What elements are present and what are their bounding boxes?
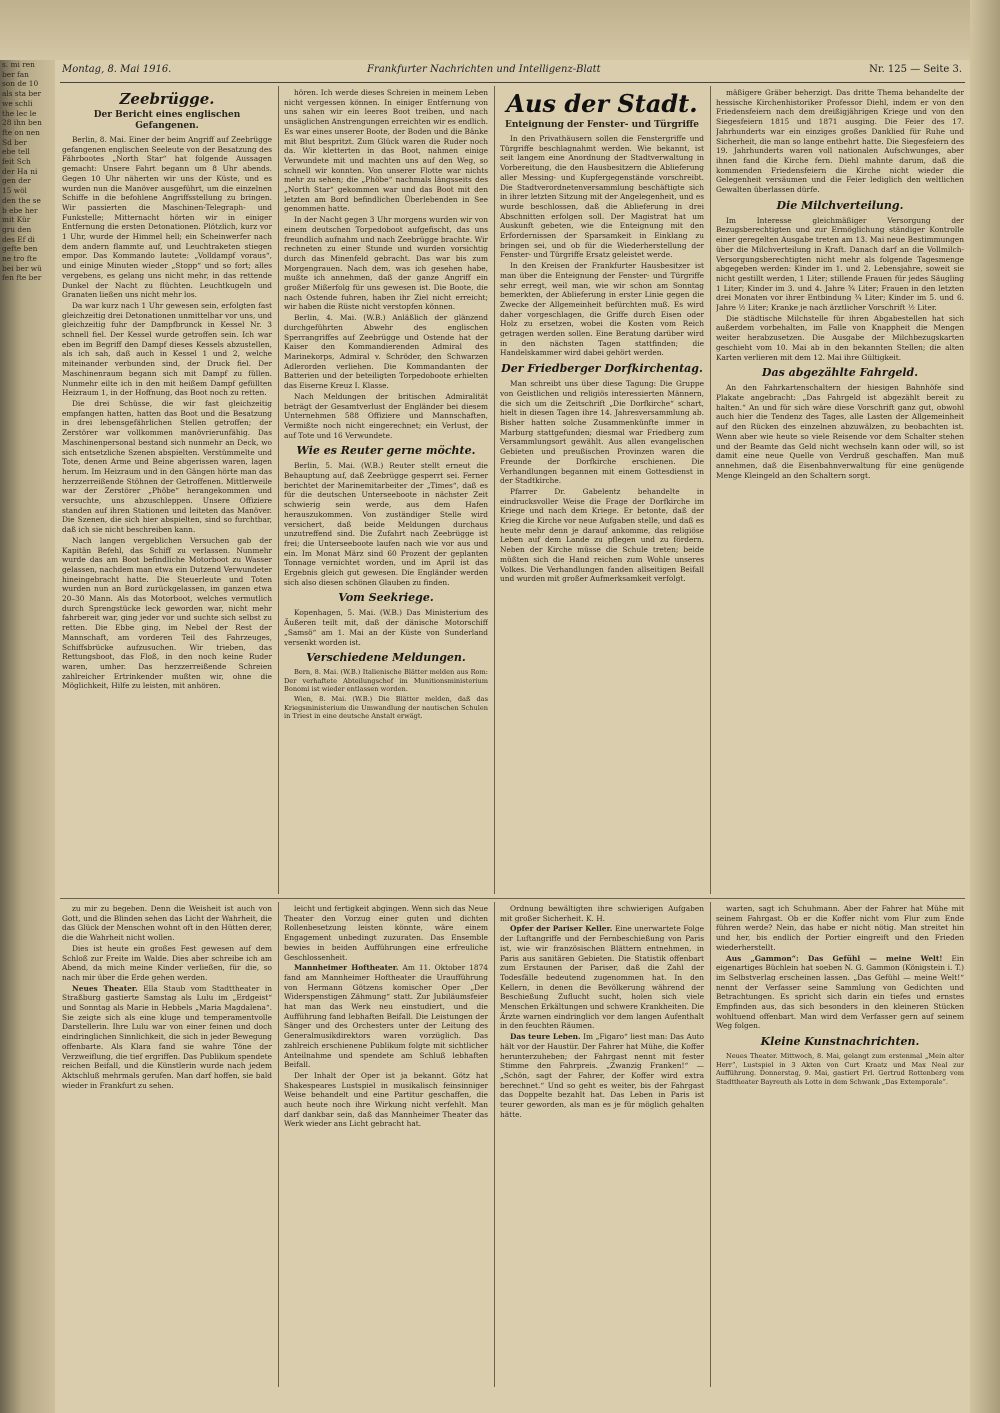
paragraph bbox=[500, 1032, 704, 1119]
paragraph-text: Ella Staub vom Stadttheater in Straßburg gastierte Samstag als Lulu im „Erdgeist“ und Sonntag als Marie in Hebbels „Maria Magdalena“. Sie zeigte sich als eine kluge und temperamentvolle Darstellerin. Ihre Lulu war von einer feinen und doch eindringlichen Sinnlichkeit, die sich in jeder Bewegung offenbarte. Als Klara fand sie wahre Töne der Verzweiflung, die tief ergriffen. Das Publikum spendete reichen Beifall, und die Künstlerin wurde nach jedem Aktschluß mehrmals gerufen. Man darf hoffen, sie bald wieder in Frankfurt zu sehen. bbox=[62, 983, 272, 1090]
article-title-fahrgeld: Das abgezählte Fahrgeld. bbox=[761, 366, 919, 380]
lower-column-1 bbox=[62, 904, 272, 1384]
paragraph: warten, sagt ich Schuhmann. Aber der Fahrer hat Mühe mit seinem Fahrgast. Ob er die Koffer nicht vom Flur zum Ende führen werde? Nein, das habe er nicht nötig. Man streitet hin und her, bis endlich der Portier eingreift und den Frieden wiederherstellt. bbox=[716, 904, 964, 952]
paragraph: Dies ist heute ein großes Fest gewesen auf dem Schloß zur Freite im Walde. Dies aber schreibe ich am Abend, da mich meine Kinder verließen, für die, so nach mir über die Erde gehen werden. bbox=[62, 943, 272, 982]
previous-page-fragment: s. mi ren ber fan son de 10 als sta ber we schli the lec le 28 ihn ben fte on nen Sd ber ebe tell feit Sch der Ha ni gen der 15 wöl den the se b ebe her mit Kür gru den des Ef di gefte ben ne tro fte bei ber wü fen fte ber bbox=[2, 60, 42, 283]
paragraph: Da war kurz nach 1 Uhr gewesen sein, erfolgten fast gleichzeitig drei Detonationen unmittelbar vor uns, und gleichzeitig fuhr der Dampfbrunck in Kessel Nr. 3 schnell fiel. Der Kessel wurde getroffen sein. Ich war eben im Begriff den Dampf dieses Kessels abzustellen, als ich sah, daß auch in Kessel 1 und 2, welche miteinander verbunden sind, der Druck fiel. Der Maschinenraum begann sich mit Dampf zu füllen. Nunmehr eilte ich in den mit heißem Dampf gefüllten Heizraum 1, in der Hoffnung, das Boot noch zu retten. bbox=[62, 300, 272, 398]
column-rule bbox=[278, 86, 279, 894]
paragraph: In der Nacht gegen 3 Uhr morgens wurden wir von einem deutschen Torpedoboot aufgefischt, das uns freundlich aufnahm und nach Zeebrügge brachte. Wir rechneten zu einer Stunde und wurden vorsichtig durch das Minenfeld gebracht. Das war bis zum Morgengrauen. Nach dem, was ich gesehen habe, mußte ich annehmen, daß der ganze Angriff ein großer Mißerfolg für uns gewesen ist. Die Boote, die nach Ostende fuhren, haben ihr Ziel nicht erreicht; wir haben die Rüste nicht verstopfen können. bbox=[284, 215, 488, 312]
header-rule bbox=[60, 82, 965, 83]
lower-column-3 bbox=[500, 904, 704, 1384]
inline-heading: Opfer der Pariser Keller. bbox=[510, 924, 613, 934]
article-title-meldungen: Verschiedene Meldungen. bbox=[306, 651, 466, 665]
paragraph: zu mir zu begeben. Denn die Weisheit ist auch von Gott, und die Blinden sehen das Licht der Wahrheit, die das Glück der Menschen wohnt oft in den Hütten derer, die die Wahrheit nicht wollen. bbox=[62, 904, 272, 943]
lower-column-2 bbox=[284, 904, 488, 1384]
paragraph bbox=[284, 963, 488, 1070]
paragraph: Der Inhalt der Oper ist ja bekannt. Götz hat Shakespeares Lustspiel in musikalisch feinsinniger Weise behandelt und eine Partitur geschaffen, die auch heute noch ihre Wirkung nicht verfehlt. Man darf dankbar sein, daß das Mannheimer Theater das Werk wieder ans Licht gebracht hat. bbox=[284, 1070, 488, 1129]
column-rule bbox=[710, 86, 711, 894]
paragraph: Kopenhagen, 5. Mai. (W.B.) Das Ministerium des Äußeren teilt mit, daß der dänische Motorschiff „Samsö“ am 1. Mai an der Küste von Sunderland versenkt worden ist. bbox=[284, 608, 488, 647]
paragraph: leicht und fertigkeit abgingen. Wenn sich das Neue Theater den Vorzug einer guten und dichten Rollenbesetzung leisten könnte, wäre einem Engagement unbedingt zuzuraten. Das Ensemble bewies in beiden Aufführungen eine erfreuliche Geschlossenheit. bbox=[284, 904, 488, 962]
paragraph: Man schreibt uns über diese Tagung: Die Gruppe von Geistlichen und religiös interessierten Männern, die sich um die Zeitschrift „Die Dorfkirche“ schart, hielt in diesen Tagen ihre 14. Jahresversammlung ab. Bisher hatten solche Zusammenkünfte immer in Marburg stattgefunden; diesmal war Friedberg zum Versammlungsort gewählt. Aus allen evangelischen Gebieten und preußischen Provinzen waren die Freunde der Dorfkirche erschienen. Die Verhandlungen begannen mit einem Gottesdienst in der Stadtkirche. bbox=[500, 379, 704, 486]
header-masthead: Frankfurter Nachrichten und Intelligenz-Blatt bbox=[367, 64, 601, 75]
column-3 bbox=[500, 88, 704, 894]
article-title-seekrieg: Vom Seekriege. bbox=[338, 591, 434, 605]
paragraph: mäßigere Gräber beherzigt. Das dritte Thema behandelte der hessische Kirchenhistoriker Professor Diehl, indem er von den Friedensfeiern nach dem dreißigjährigen Kriege und von den Siegesfeiern 1815 und 1871 ausging. Die Feier des 17. Jahrhunderts war ein einziges großes Danklied für Ruhe und Sicherheit, die man so lange entbehrt hatte. Die Siegesfeiern des 19. Jahrhunderts waren voll nationalen Aufschwunges, aber ihnen fand die Kirche fern. Diehl mahnte darum, daß die kommenden Friedensfeiern die Kirche nicht wieder die Gelegenheit versäumen und die Feier lediglich den weltlichen Gewalten überlassen dürfe. bbox=[716, 88, 964, 195]
column-rule bbox=[494, 86, 495, 894]
page-header bbox=[62, 64, 962, 80]
paragraph: Berlin, 4. Mai. (W.B.) Anläßlich der glänzend durchgeführten Abwehr des englischen Sperrangriffes auf Zeebrügge und Ostende hat der Kaiser den Kommandierenden Admiral des Marinekorps, Admiral v. Schröder, den Schwarzen Adlerorden verliehen. Die Kommandanten der Batterien und der beteiligten Torpedoboote erhielten das Eiserne Kreuz I. Klasse. bbox=[284, 313, 488, 391]
section-rule bbox=[60, 898, 965, 899]
article-title-kunstnachrichten: Kleine Kunstnachrichten. bbox=[760, 1035, 920, 1049]
paragraph: In den Privathäusern sollen die Fenstergriffe und Türgriffe beschlagnahmt werden. Wie bekannt, ist seit langem eine Anordnung der Stadtverwaltung in Vorbereitung, die den Hausbesitzern die Ablieferung aller Messing- und Kupfergegenstände vorschreibt. Die Stadtverordnetenversammlung beschäftigte sich in ihrer letzten Sitzung mit der Angelegenheit, und es wurde beschlossen, daß die Ablieferung in drei Abschnitten erfolgen soll. Der Magistrat hat um Auskunft gebeten, wie die Enteignung mit den Erfordernissen der Sparsamkeit in Einklang zu bringen sei, und ob für die Wiederherstellung der Fenster- und Türgriffe Ersatz geleistet werde. bbox=[500, 134, 704, 260]
paragraph: Ordnung bewältigten ihre schwierigen Aufgaben mit großer Sicherheit. K. H. bbox=[500, 904, 704, 923]
paragraph: An den Fahrkartenschaltern der hiesigen Bahnhöfe sind Plakate angebracht: „Das Fahrgeld ist abgezählt bereit zu halten.“ An und für sich wäre diese Vorschrift ganz gut, obwohl auch hier die Tendenz des Tages, alle Lasten der Allgemeinheit auf den Rücken des einzelnen abzuwälzen, zu beobachten ist. Wenn aber wie heute so viele Reisende vor dem Schalter stehen und der Beamte das Geld nicht wechseln kann oder will, so ist damit eine neue Quelle von Verdruß geschaffen. Man muß annehmen, daß die Eisenbahnverwaltung für eine genügende Menge Kleingeld an den Schaltern sorgt. bbox=[716, 383, 964, 480]
lower-column-4 bbox=[716, 904, 964, 1384]
paragraph-text: Am 11. Oktober 1874 fand am Mannheimer Hoftheater die Uraufführung von Hermann Götzens komischer Oper „Der Widerspenstigen Zähmung“ statt. Zur Jubiläumsfeier hat man das Werk neu einstudiert, und die Aufführung fand lebhaften Beifall. Die Leistungen der Sänger und des Orchesters unter der Leitung des Generalmusikdirektors waren vorzüglich. Das zahlreich erschienene Publikum folgte mit sichtlicher Anteilnahme und spendete am Schluß lebhaften Beifall. bbox=[284, 963, 488, 1070]
paragraph bbox=[716, 954, 964, 1032]
paragraph: Nach langen vergeblichen Versuchen gab der Kapitän Befehl, das Schiff zu verlassen. Nunmehr wurde das am Boot befindliche Motorboot zu Wasser gelassen, nachdem man etwa ein Dutzend Verwundeter hineingebracht hatte. Die Steuerleute und Toten wurden nun an Bord zurückgelassen, im ganzen etwa 20–30 Mann. Als das Motorboot, welches vermutlich durch Sprengstücke leck geworden war, nicht mehr fahrbereit war, ging jeder vor und suchte sich selbst zu retten. Die Ebbe ging, im Nebel der Rest der Mannschaft, am vorderen Teil des Fahrzeuges, Schiffsbrücke aufzusuchen. Wir trieben, das Rettungsboot, das Floß, in den noch keine Ruder waren, umher. Das herzzerreißende Schreien zahlreicher Ertrinkender mußten wir, ohne die Möglichkeit, Hilfe zu leisten, mit anhören. bbox=[62, 535, 272, 691]
paragraph: Berlin, 5. Mai. (W.B.) Reuter stellt erneut die Behauptung auf, daß Zeebrügge gesperrt sei. Ferner berichtet der Marinemitarbeiter der „Times“, daß es für die deutschen Unterseeboote in nächster Zeit schwierig sein werde, aus dem Hafen herauszukommen. Von zuständiger Stelle wird versichert, daß beide Meldungen durchaus unzutreffend sind. Die Zufahrt nach Zeebrügge ist frei; die Unterseeboote laufen nach wie vor aus und ein. Im Monat März sind 60 Prozent der geplanten Tonnage vernichtet worden, und im April ist das Ergebnis gleich gut gewesen. Die Engländer werden sich also diesen schönen Glauben zu finden. bbox=[284, 461, 488, 587]
paragraph: Im Interesse gleichmäßiger Versorgung der Bezugsberechtigten und zur Ermöglichung ständiger Kontrolle einer geregelten Ausgabe treten am 13. Mai neue Bestimmungen über die Milchverteilung in Kraft. Danach darf an die Vollmilch-Versorgungsberechtigten nicht mehr als folgende Tagesmenge abgegeben werden: Kinder im 1. und 2. Lebensjahre, soweit sie nicht gestillt werden, 1 Liter; stillende Frauen für jedes Säugling 1 Liter; Kinder im 3. und 4. Jahre ¾ Liter; Frauen in den letzten drei Monaten vor ihrer Entbindung ¾ Liter; Kinder im 5. und 6. Jahre ½ Liter; Kranke je nach ärztlicher Vorschrift ½ Liter. bbox=[716, 215, 964, 313]
article-subtitle: Enteignung der Fenster- und Türgriffe bbox=[504, 120, 700, 130]
paragraph-text: Ein eigenartiges Büchlein hat soeben N. G. Gammon (Königstein i. T.) im Selbstverlag erscheinen lassen. „Das Gefühl — meine Welt!“ nennt der Verfasser seine Sammlung von Gedichten und Betrachtungen. Es spricht sich darin ein tiefes und ernstes Empfinden aus, das sich besonders in den kleineren Stücken wohltuend offenbart. Man wird dem Verfasser gern auf seinem Weg folgen. bbox=[716, 953, 964, 1031]
top-margin bbox=[0, 0, 1000, 60]
paragraph: Wien, 8. Mai. (W.B.) Die Blätter melden, daß das Kriegsministerium die Umwandlung der nautischen Schulen in Triest in eine deutsche Anstalt erwägt. bbox=[284, 695, 488, 721]
article-title-dorfkirchentag: Der Friedberger Dorfkirchentag. bbox=[501, 362, 703, 376]
article-subtitle: Der Bericht eines englischen Gefangenen. bbox=[93, 110, 241, 131]
paragraph: In den Kreisen der Frankfurter Hausbesitzer ist man über die Enteignung der Fenster- und Türgriffe sehr erregt, weil man, wie wir schon am Sonntag bemerkten, der Ablieferung in erster Linie gegen die Zwecke der Allgemeinheit befürchten muß. Es wird daher vorgeschlagen, die Griffe durch Eisen oder Holz zu ersetzen, wobei die Kosten vom Reich getragen werden sollen. Eine Beratung darüber wird in den nächsten Tagen stattfinden; die Handelskammer wird dabei gehört werden. bbox=[500, 261, 704, 358]
paragraph: Die drei Schüsse, die wir fast gleichzeitig empfangen hatten, hatten das Boot und die Besatzung in drei lebensgefährlichen Stellen getroffen; der Zerstörer war vollkommen manövrierunfähig. Das Maschinenpersonal bestand sich nunmehr an Deck, wo sich entsetzliche Szenen abspielten. Verstümmelte und Tote, denen Arme und Beine abgerissen waren, lagen herum. Im Heizraum und in den Gängen hörte man das herzzerreißende Stöhnen der Getroffenen. Mittlerweile war der Zerstörer „Phöbe“ herangekommen und versuchte, uns abzuschleppen. Unsere Offiziere standen auf ihren Stationen und leiteten das Manöver. Die Szenen, die sich hier abspielten, sind so furchtbar, daß ich sie nicht beschreiben kann. bbox=[62, 398, 272, 535]
paragraph: Die städtische Milchstelle für ihren Abgabestellen hat sich außerdem vorbehalten, im Falle von Knappheit die Mengen weiter herabzusetzen. Die Ausgabe der Milchbezugskarten geschieht vom 10. Mai ab in den bekannten Stellen; die alten Karten verlieren mit dem 12. Mai ihre Gültigkeit. bbox=[716, 313, 964, 362]
inline-heading: Aus „Gammon“: Das Gefühl — meine Welt! bbox=[726, 953, 943, 963]
column-rule bbox=[278, 902, 279, 1387]
paragraph: Bern, 8. Mai. (W.B.) Italienische Blätter melden aus Rom: Der verhaftete Abteilungschef im Munitionsministerium Bonomi ist wieder entlassen worden. bbox=[284, 668, 488, 694]
article-title-milchverteilung: Die Milchverteilung. bbox=[776, 198, 904, 212]
paragraph-text: Im „Figaro“ liest man: Das Auto hält vor der Haustür. Der Fahrer hat Mühe, die Koffer herunterzuheben; der Fahrgast nennt mit fester Stimme den Fahrpreis. „Zwanzig Franken!“ — „Schön, sagt der Fahrer, der Koffer wird extra berechnet.“ Und so geht es weiter, bis der Fahrgast das Doppelte bezahlt hat. Das Leben in Paris ist teurer geworden, als man es je für möglich gehalten hätte. bbox=[500, 1032, 704, 1119]
column-2 bbox=[284, 88, 488, 894]
paragraph bbox=[500, 924, 704, 1031]
inline-heading: Das teure Leben. bbox=[510, 1032, 581, 1042]
inline-heading: Neues Theater. bbox=[72, 983, 138, 993]
paragraph-text: Eine unerwartete Folge der Luftangriffe und der Fernbeschießung von Paris ist, wie wir französischen Blättern entnehmen, in Paris aus sanitären Gebieten. Die Statistik offenbart zum Erstaunen der Pariser, daß die Zahl der Todesfälle bedeutend zugenommen hat. In den Kellern, in denen die Bevölkerung während der Beschießung Zuflucht sucht, holen sich viele Menschen Erkältungen und schwere Krankheiten. Die Ärzte warnen eindringlich vor dem langen Aufenthalt in den feuchten Räumen. bbox=[500, 924, 704, 1031]
paragraph: Pfarrer Dr. Gabelentz behandelte in eindrucksvoller Weise die Frage der Dorfkirche im Kriege und nach dem Kriege. Er betonte, daß der Krieg die Kirche vor neue Aufgaben stelle, und daß es heute mehr denn je darauf ankomme, das religiöse Leben auf dem Lande zu pflegen und zu fördern. Neben der Kirche müsse die Schule treten; beide müßten sich die Hand reichen zum Wohle unseres Volkes. Die Verhandlungen fanden allseitigen Beifall und wurden mit großer Aufmerksamkeit verfolgt. bbox=[500, 486, 704, 584]
paragraph: Neues Theater. Mittwoch, 8. Mai, gelangt zum erstenmal „Mein alter Herr“, Lustspiel in 3 Akten von Curt Kraatz und Max Neal zur Aufführung. Donnerstag, 9. Mai, gastiert Frl. Gertrud Rottenberg vom Stadttheater Bayreuth als Lotte in dem Schwank „Das Extemporale“. bbox=[716, 1052, 964, 1086]
section-title-stadt: Aus der Stadt. bbox=[506, 89, 698, 118]
column-rule bbox=[710, 902, 711, 1387]
paragraph bbox=[62, 984, 272, 1091]
column-rule bbox=[494, 902, 495, 1387]
article-title-zeebruegge: Zeebrügge. bbox=[119, 90, 215, 108]
right-edge bbox=[970, 0, 1000, 1413]
paragraph: Berlin, 8. Mai. Einer der beim Angriff auf Zeebrügge gefangenen englischen Seeleute von der Besatzung des Fährbootes „North Star“ hat folgende Aussagen gemacht: Unsere Fahrt begann um 8 Uhr abends. Gegen 10 Uhr näherten wir uns der Küste, und es wurden nun die Manöver ausgeführt, um die einzelnen Schiffe in die befohlene Angriffsstellung zu bringen. Wir passierten die Maschinen-Telegraph- und Funkstelle; Mitternacht hörten wir in einiger Entfernung die ersten Detonationen. Plötzlich, kurz vor 1 Uhr, wurde der Himmel hell; ein Scheinwerfer nach dem andern flammte auf, und Leuchtraketen stiegen empor. Das Kommando lautete: „Volldampf voraus“, und einige Minuten wieder „Stopp“ und so fort; alles vergebens, es gelang uns nicht mehr, in das rettende Dunkel der Nacht zu flüchten. Leuchtkugeln und Granaten ließen uns nicht mehr los. bbox=[62, 135, 272, 300]
column-1 bbox=[62, 88, 272, 894]
article-title-reuter: Wie es Reuter gerne möchte. bbox=[296, 444, 476, 458]
paragraph: hören. Ich werde dieses Schreien in meinem Leben nicht vergessen können. In einiger Entfernung von uns sahen wir ein leeres Boot treiben, und nach unsäglichen Anstrengungen erreichten wir es endlich. Es war eines unserer Boote, der Boden und die Bänke mit Blut bespritzt. Zum Glück waren die Ruder noch da. Wir kletterten in das Boot, nahmen einige Verwundete mit und machten uns auf den Weg, so schnell wir konnten. Von unserer Flotte war nichts mehr zu sehen; die „Phöbe“ nachmals längsseits des „North Star“ gekommen war und das Boot mit den letzten am Bord befindlichen Überlebenden in See genommen hatte. bbox=[284, 88, 488, 214]
paragraph: Nach Meldungen der britischen Admiralität beträgt der Gesamtverlust der Engländer bei diesem Unternehmen 588 Offiziere und Mannschaften, Vermißte noch nicht eingerechnet; ein Verlust, der auf Tote und 16 Verwundete. bbox=[284, 391, 488, 440]
column-4 bbox=[716, 88, 964, 894]
header-date: Montag, 8. Mai 1916. bbox=[62, 64, 172, 75]
header-page-number: Nr. 125 — Seite 3. bbox=[869, 64, 962, 75]
inline-heading: Mannheimer Hoftheater. bbox=[294, 963, 399, 973]
